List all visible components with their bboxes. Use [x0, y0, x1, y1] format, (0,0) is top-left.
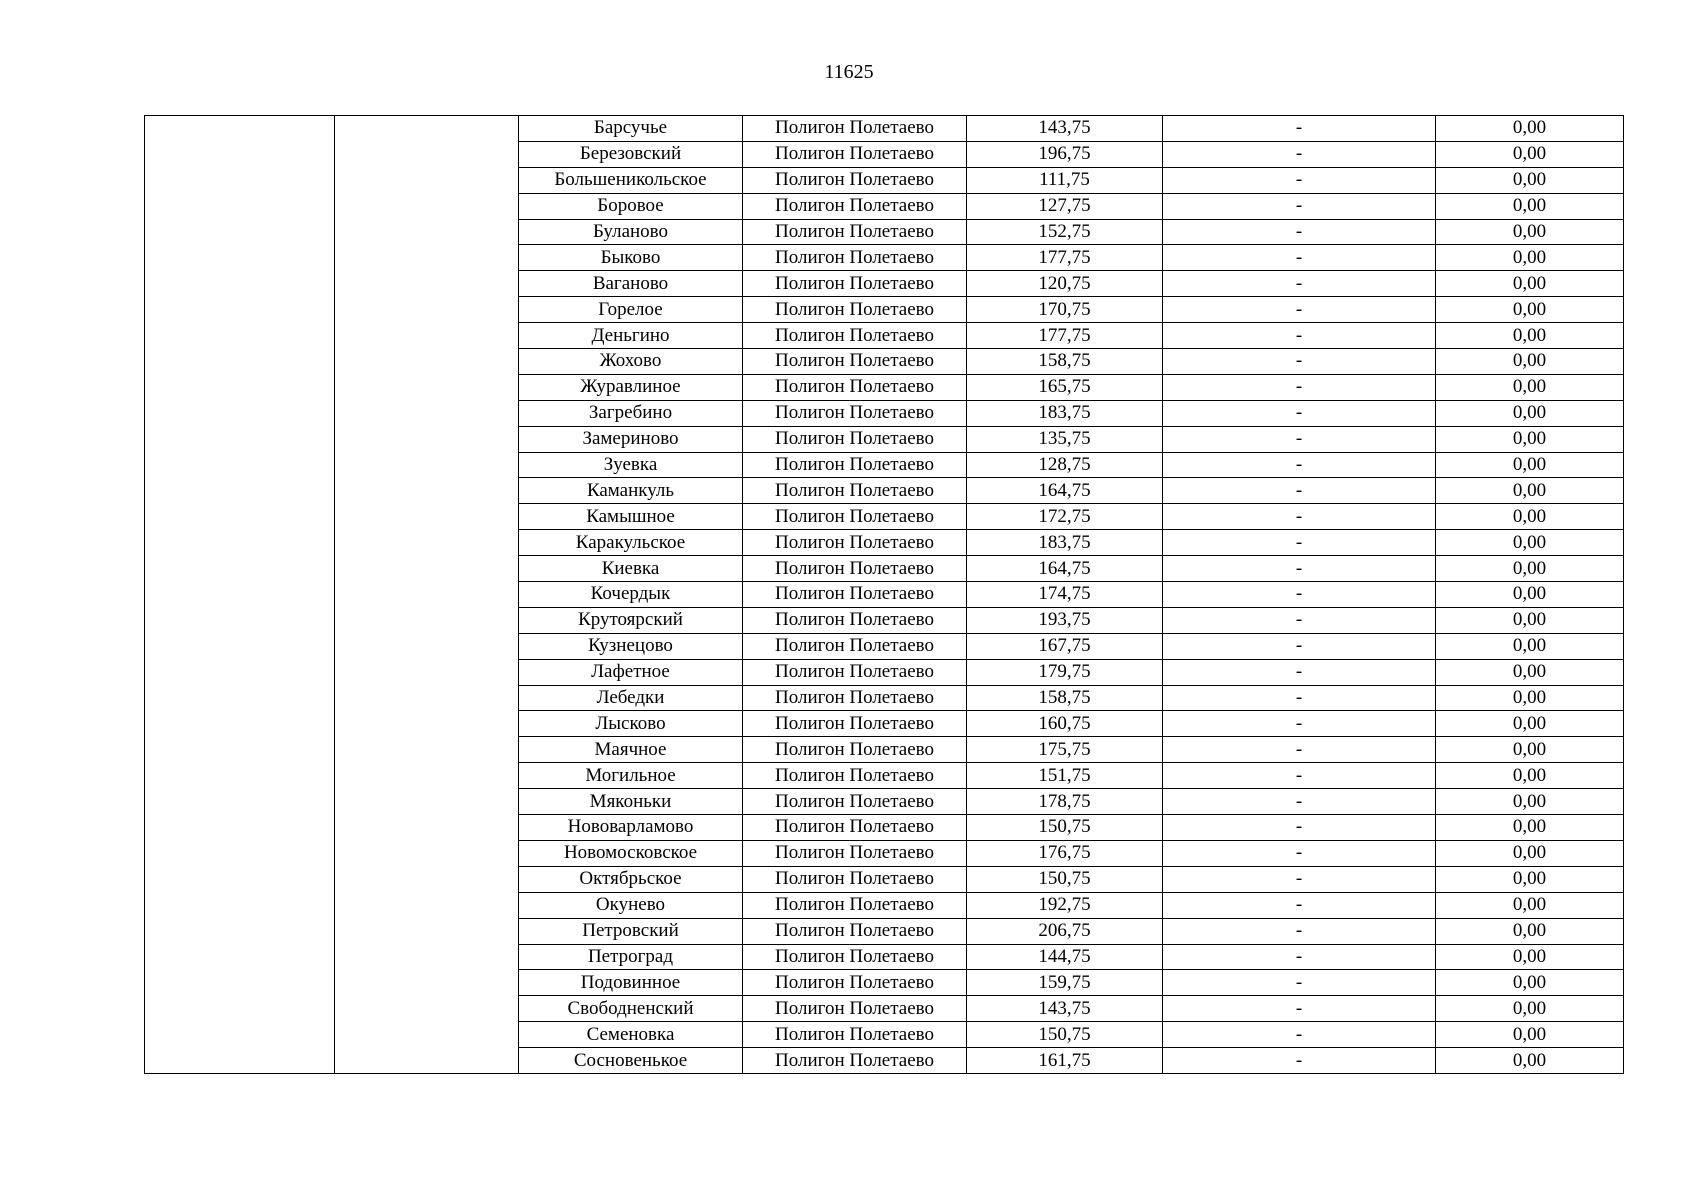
page-number: 11625: [824, 61, 874, 83]
value-cell: 0,00: [1436, 116, 1624, 142]
table-row: [145, 116, 1624, 142]
dash-cell: -: [1163, 323, 1436, 349]
destination-cell: Полигон Полетаево: [743, 400, 967, 426]
destination-cell: Полигон Полетаево: [743, 219, 967, 245]
settlement-cell: Кочердык: [519, 582, 743, 608]
destination-cell: Полигон Полетаево: [743, 840, 967, 866]
destination-cell: Полигон Полетаево: [743, 607, 967, 633]
dash-cell: -: [1163, 582, 1436, 608]
dash-cell: -: [1163, 349, 1436, 375]
value-cell: 0,00: [1436, 271, 1624, 297]
dash-cell: -: [1163, 840, 1436, 866]
settlement-cell: Ваганово: [519, 271, 743, 297]
destination-cell: Полигон Полетаево: [743, 141, 967, 167]
destination-cell: Полигон Полетаево: [743, 633, 967, 659]
settlement-cell: Свободненский: [519, 996, 743, 1022]
dash-cell: -: [1163, 116, 1436, 142]
distance-cell: 150,75: [967, 866, 1163, 892]
settlement-cell: Деньгино: [519, 323, 743, 349]
value-cell: 0,00: [1436, 815, 1624, 841]
distance-cell: 128,75: [967, 452, 1163, 478]
settlement-cell: Маячное: [519, 737, 743, 763]
dash-cell: -: [1163, 426, 1436, 452]
settlement-cell: Зуевка: [519, 452, 743, 478]
distance-cell: 183,75: [967, 400, 1163, 426]
dash-cell: -: [1163, 374, 1436, 400]
distance-cell: 151,75: [967, 763, 1163, 789]
dash-cell: -: [1163, 400, 1436, 426]
dash-cell: -: [1163, 478, 1436, 504]
value-cell: 0,00: [1436, 659, 1624, 685]
distance-cell: 174,75: [967, 582, 1163, 608]
distance-cell: 127,75: [967, 193, 1163, 219]
distance-cell: 150,75: [967, 1022, 1163, 1048]
dash-cell: -: [1163, 556, 1436, 582]
destination-cell: Полигон Полетаево: [743, 530, 967, 556]
value-cell: 0,00: [1436, 607, 1624, 633]
settlement-cell: Киевка: [519, 556, 743, 582]
value-cell: 0,00: [1436, 452, 1624, 478]
destination-cell: Полигон Полетаево: [743, 297, 967, 323]
value-cell: 0,00: [1436, 737, 1624, 763]
value-cell: 0,00: [1436, 892, 1624, 918]
distance-cell: 143,75: [967, 116, 1163, 142]
dash-cell: -: [1163, 193, 1436, 219]
dash-cell: -: [1163, 219, 1436, 245]
distance-cell: 177,75: [967, 323, 1163, 349]
value-cell: 0,00: [1436, 996, 1624, 1022]
distance-cell: 143,75: [967, 996, 1163, 1022]
settlement-cell: Окунево: [519, 892, 743, 918]
settlement-cell: Загребино: [519, 400, 743, 426]
value-cell: 0,00: [1436, 141, 1624, 167]
distance-cell: 164,75: [967, 478, 1163, 504]
destination-cell: Полигон Полетаево: [743, 504, 967, 530]
value-cell: 0,00: [1436, 504, 1624, 530]
destination-cell: Полигон Полетаево: [743, 452, 967, 478]
dash-cell: -: [1163, 711, 1436, 737]
value-cell: 0,00: [1436, 633, 1624, 659]
dash-cell: -: [1163, 633, 1436, 659]
destination-cell: Полигон Полетаево: [743, 944, 967, 970]
settlement-cell: Журавлиное: [519, 374, 743, 400]
settlement-cell: Подовинное: [519, 970, 743, 996]
distance-cell: 120,75: [967, 271, 1163, 297]
destination-cell: Полигон Полетаево: [743, 374, 967, 400]
dash-cell: -: [1163, 1048, 1436, 1074]
value-cell: 0,00: [1436, 685, 1624, 711]
dash-cell: -: [1163, 167, 1436, 193]
distance-cell: 135,75: [967, 426, 1163, 452]
dash-cell: -: [1163, 530, 1436, 556]
value-cell: 0,00: [1436, 763, 1624, 789]
value-cell: 0,00: [1436, 400, 1624, 426]
destination-cell: Полигон Полетаево: [743, 556, 967, 582]
destination-cell: Полигон Полетаево: [743, 582, 967, 608]
settlement-cell: Мяконьки: [519, 789, 743, 815]
value-cell: 0,00: [1436, 918, 1624, 944]
settlement-cell: Боровое: [519, 193, 743, 219]
value-cell: 0,00: [1436, 582, 1624, 608]
dash-cell: -: [1163, 815, 1436, 841]
settlement-cell: Барсучье: [519, 116, 743, 142]
settlement-cell: Каманкуль: [519, 478, 743, 504]
dash-cell: -: [1163, 918, 1436, 944]
dash-cell: -: [1163, 245, 1436, 271]
settlement-cell: Лысково: [519, 711, 743, 737]
dash-cell: -: [1163, 659, 1436, 685]
table-body: [145, 116, 1624, 1074]
destination-cell: Полигон Полетаево: [743, 711, 967, 737]
settlement-cell: Большеникольское: [519, 167, 743, 193]
distance-cell: 111,75: [967, 167, 1163, 193]
distance-cell: 196,75: [967, 141, 1163, 167]
destination-cell: Полигон Полетаево: [743, 892, 967, 918]
settlement-cell: Сосновенькое: [519, 1048, 743, 1074]
distance-cell: 178,75: [967, 789, 1163, 815]
settlement-cell: Новомосковское: [519, 840, 743, 866]
destination-cell: Полигон Полетаево: [743, 970, 967, 996]
value-cell: 0,00: [1436, 789, 1624, 815]
value-cell: 0,00: [1436, 970, 1624, 996]
distance-cell: 167,75: [967, 633, 1163, 659]
value-cell: 0,00: [1436, 219, 1624, 245]
settlements-table: [144, 115, 1624, 1074]
dash-cell: -: [1163, 944, 1436, 970]
destination-cell: Полигон Полетаево: [743, 685, 967, 711]
distance-cell: 159,75: [967, 970, 1163, 996]
settlement-cell: Лебедки: [519, 685, 743, 711]
distance-cell: 158,75: [967, 349, 1163, 375]
distance-cell: 170,75: [967, 297, 1163, 323]
destination-cell: Полигон Полетаево: [743, 116, 967, 142]
destination-cell: Полигон Полетаево: [743, 271, 967, 297]
destination-cell: Полигон Полетаево: [743, 815, 967, 841]
value-cell: 0,00: [1436, 245, 1624, 271]
value-cell: 0,00: [1436, 478, 1624, 504]
settlement-cell: Петроград: [519, 944, 743, 970]
dash-cell: -: [1163, 504, 1436, 530]
distance-cell: 179,75: [967, 659, 1163, 685]
settlement-cell: Буланово: [519, 219, 743, 245]
settlement-cell: Могильное: [519, 763, 743, 789]
distance-cell: 206,75: [967, 918, 1163, 944]
distance-cell: 160,75: [967, 711, 1163, 737]
distance-cell: 175,75: [967, 737, 1163, 763]
dash-cell: -: [1163, 737, 1436, 763]
destination-cell: Полигон Полетаево: [743, 426, 967, 452]
merged-empty-cell-1: [145, 116, 335, 1074]
settlement-cell: Кузнецово: [519, 633, 743, 659]
value-cell: 0,00: [1436, 167, 1624, 193]
distance-cell: 192,75: [967, 892, 1163, 918]
dash-cell: -: [1163, 1022, 1436, 1048]
destination-cell: Полигон Полетаево: [743, 323, 967, 349]
distance-cell: 152,75: [967, 219, 1163, 245]
value-cell: 0,00: [1436, 193, 1624, 219]
value-cell: 0,00: [1436, 374, 1624, 400]
dash-cell: -: [1163, 996, 1436, 1022]
value-cell: 0,00: [1436, 1022, 1624, 1048]
dash-cell: -: [1163, 866, 1436, 892]
destination-cell: Полигон Полетаево: [743, 737, 967, 763]
settlement-cell: Нововарламово: [519, 815, 743, 841]
destination-cell: Полигон Полетаево: [743, 245, 967, 271]
destination-cell: Полигон Полетаево: [743, 193, 967, 219]
settlement-cell: Петровский: [519, 918, 743, 944]
settlement-cell: Каракульское: [519, 530, 743, 556]
dash-cell: -: [1163, 452, 1436, 478]
settlement-cell: Семеновка: [519, 1022, 743, 1048]
destination-cell: Полигон Полетаево: [743, 478, 967, 504]
value-cell: 0,00: [1436, 866, 1624, 892]
distance-cell: 158,75: [967, 685, 1163, 711]
distance-cell: 144,75: [967, 944, 1163, 970]
value-cell: 0,00: [1436, 323, 1624, 349]
settlement-cell: Быково: [519, 245, 743, 271]
destination-cell: Полигон Полетаево: [743, 763, 967, 789]
destination-cell: Полигон Полетаево: [743, 918, 967, 944]
dash-cell: -: [1163, 970, 1436, 996]
dash-cell: -: [1163, 763, 1436, 789]
dash-cell: -: [1163, 607, 1436, 633]
destination-cell: Полигон Полетаево: [743, 789, 967, 815]
destination-cell: Полигон Полетаево: [743, 996, 967, 1022]
distance-cell: 193,75: [967, 607, 1163, 633]
settlement-cell: Жохово: [519, 349, 743, 375]
dash-cell: -: [1163, 297, 1436, 323]
settlement-cell: Березовский: [519, 141, 743, 167]
destination-cell: Полигон Полетаево: [743, 659, 967, 685]
value-cell: 0,00: [1436, 711, 1624, 737]
destination-cell: Полигон Полетаево: [743, 349, 967, 375]
dash-cell: -: [1163, 141, 1436, 167]
destination-cell: Полигон Полетаево: [743, 866, 967, 892]
distance-cell: 177,75: [967, 245, 1163, 271]
distance-cell: 165,75: [967, 374, 1163, 400]
destination-cell: Полигон Полетаево: [743, 1022, 967, 1048]
distance-cell: 150,75: [967, 815, 1163, 841]
value-cell: 0,00: [1436, 426, 1624, 452]
settlement-cell: Крутоярский: [519, 607, 743, 633]
value-cell: 0,00: [1436, 944, 1624, 970]
dash-cell: -: [1163, 685, 1436, 711]
dash-cell: -: [1163, 271, 1436, 297]
distance-cell: 183,75: [967, 530, 1163, 556]
value-cell: 0,00: [1436, 556, 1624, 582]
settlement-cell: Лафетное: [519, 659, 743, 685]
distance-cell: 176,75: [967, 840, 1163, 866]
destination-cell: Полигон Полетаево: [743, 1048, 967, 1074]
value-cell: 0,00: [1436, 840, 1624, 866]
settlement-cell: Замериново: [519, 426, 743, 452]
value-cell: 0,00: [1436, 297, 1624, 323]
value-cell: 0,00: [1436, 1048, 1624, 1074]
distance-cell: 164,75: [967, 556, 1163, 582]
dash-cell: -: [1163, 789, 1436, 815]
destination-cell: Полигон Полетаево: [743, 167, 967, 193]
distance-cell: 161,75: [967, 1048, 1163, 1074]
merged-empty-cell-2: [335, 116, 519, 1074]
settlement-cell: Камышное: [519, 504, 743, 530]
distance-cell: 172,75: [967, 504, 1163, 530]
settlement-cell: Октябрьское: [519, 866, 743, 892]
value-cell: 0,00: [1436, 530, 1624, 556]
settlement-cell: Горелое: [519, 297, 743, 323]
dash-cell: -: [1163, 892, 1436, 918]
value-cell: 0,00: [1436, 349, 1624, 375]
